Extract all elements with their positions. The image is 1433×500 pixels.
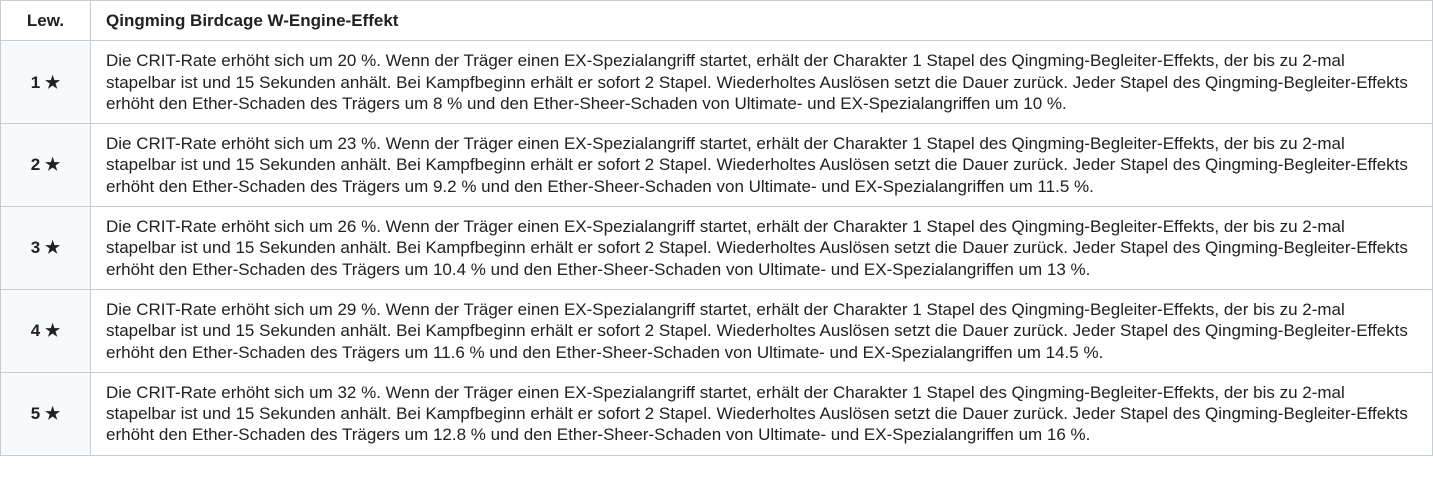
level-column-header: Lew.: [1, 1, 91, 41]
table-row: [1, 41, 1433, 124]
table-row: [1, 372, 1433, 455]
table-row: [1, 207, 1433, 290]
header-row: [1, 1, 1433, 41]
level-cell: 5 ★: [1, 372, 91, 455]
effect-cell: Die CRIT-Rate erhöht sich um 20 %. Wenn der Träger einen EX-Spezialangriff startet, erhält der Charakter 1 Stapel des Qingming-Begleiter-Effekts, der bis zu 2-mal stapelbar ist und 15 Sekunden anhält. Bei Kampfbeginn erhält er sofort 2 Stapel. Wiederholtes Auslösen setzt die Dauer zurück. Jeder Stapel des Qingming-Begleiter-Effekts erhöht den Ether-Schaden des Trägers um 8 % und den Ether-Sheer-Schaden von Ultimate- und EX-Spezialangriffen um 10 %.: [91, 41, 1433, 124]
effect-cell: Die CRIT-Rate erhöht sich um 29 %. Wenn der Träger einen EX-Spezialangriff startet, erhält der Charakter 1 Stapel des Qingming-Begleiter-Effekts, der bis zu 2-mal stapelbar ist und 15 Sekunden anhält. Bei Kampfbeginn erhält er sofort 2 Stapel. Wiederholtes Auslösen setzt die Dauer zurück. Jeder Stapel des Qingming-Begleiter-Effekts erhöht den Ether-Schaden des Trägers um 11.6 % und den Ether-Sheer-Schaden von Ultimate- und EX-Spezialangriffen um 14.5 %.: [91, 289, 1433, 372]
level-cell: 3 ★: [1, 207, 91, 290]
effect-cell: Die CRIT-Rate erhöht sich um 26 %. Wenn der Träger einen EX-Spezialangriff startet, erhält der Charakter 1 Stapel des Qingming-Begleiter-Effekts, der bis zu 2-mal stapelbar ist und 15 Sekunden anhält. Bei Kampfbeginn erhält er sofort 2 Stapel. Wiederholtes Auslösen setzt die Dauer zurück. Jeder Stapel des Qingming-Begleiter-Effekts erhöht den Ether-Schaden des Trägers um 10.4 % und den Ether-Sheer-Schaden von Ultimate- und EX-Spezialangriffen um 13 %.: [91, 207, 1433, 290]
table-row: [1, 124, 1433, 207]
effect-cell: Die CRIT-Rate erhöht sich um 23 %. Wenn der Träger einen EX-Spezialangriff startet, erhält der Charakter 1 Stapel des Qingming-Begleiter-Effekts, der bis zu 2-mal stapelbar ist und 15 Sekunden anhält. Bei Kampfbeginn erhält er sofort 2 Stapel. Wiederholtes Auslösen setzt die Dauer zurück. Jeder Stapel des Qingming-Begleiter-Effekts erhöht den Ether-Schaden des Trägers um 9.2 % und den Ether-Sheer-Schaden von Ultimate- und EX-Spezialangriffen um 11.5 %.: [91, 124, 1433, 207]
table-row: [1, 289, 1433, 372]
effect-cell: Die CRIT-Rate erhöht sich um 32 %. Wenn der Träger einen EX-Spezialangriff startet, erhält der Charakter 1 Stapel des Qingming-Begleiter-Effekts, der bis zu 2-mal stapelbar ist und 15 Sekunden anhält. Bei Kampfbeginn erhält er sofort 2 Stapel. Wiederholtes Auslösen setzt die Dauer zurück. Jeder Stapel des Qingming-Begleiter-Effekts erhöht den Ether-Schaden des Trägers um 12.8 % und den Ether-Sheer-Schaden von Ultimate- und EX-Spezialangriffen um 16 %.: [91, 372, 1433, 455]
level-cell: 4 ★: [1, 289, 91, 372]
effect-column-header: Qingming Birdcage W-Engine-Effekt: [91, 1, 1433, 41]
level-cell: 1 ★: [1, 41, 91, 124]
level-cell: 2 ★: [1, 124, 91, 207]
